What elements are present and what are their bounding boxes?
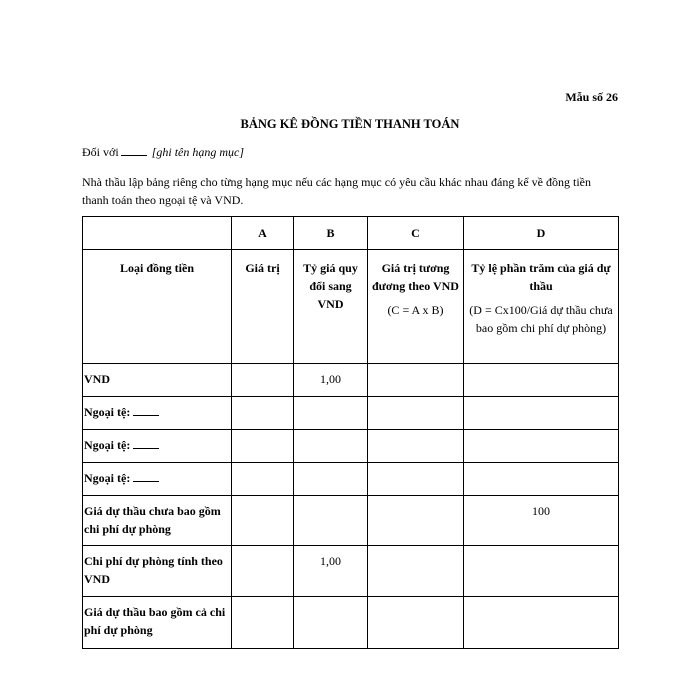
form-number: Mẫu số 26: [565, 90, 618, 104]
header-percentage-formula: (D = Cx100/Giá dự thầu chưa bao gồm chi phí dự phòng): [469, 303, 613, 335]
row-label: Giá dự thầu chưa bao gồm chi phí dự phòng: [83, 496, 232, 546]
cell-value-d: [464, 397, 619, 430]
cell-value-c: [368, 397, 464, 430]
for-line-blank: [121, 155, 147, 156]
cell-value-b: [294, 463, 368, 496]
cell-value-b: [294, 597, 368, 649]
header-percentage-label: Tỷ lệ phần trăm của giá dự thầu: [471, 261, 611, 293]
row-label-blank: [133, 448, 159, 449]
cell-value-d: 100: [464, 496, 619, 546]
cell-value-d: [464, 430, 619, 463]
cell-value-b: [294, 397, 368, 430]
row-label: Ngoại tệ:: [84, 438, 131, 452]
cell-value-a: [232, 430, 294, 463]
cell-value-a: [232, 496, 294, 546]
table-row: [83, 430, 619, 463]
row-label: Giá dự thầu bao gồm cả chi phí dự phòng: [83, 597, 232, 649]
row-label: Ngoại tệ:: [84, 471, 131, 485]
header-value: Giá trị: [232, 250, 294, 364]
table-row: [83, 546, 619, 597]
column-letter-d: D: [464, 217, 619, 250]
page-title: BẢNG KÊ ĐỒNG TIỀN THANH TOÁN: [240, 117, 460, 131]
for-line-hint: [ghi tên hạng mục]: [151, 145, 245, 159]
row-label-cell: [83, 397, 232, 430]
cell-value-d: [464, 546, 619, 597]
for-line-prefix: Đối với: [82, 145, 119, 159]
column-letter-a: A: [232, 217, 294, 250]
for-line: [82, 145, 244, 160]
row-label: VND: [83, 364, 232, 397]
column-letter-c: C: [368, 217, 464, 250]
cell-value-b: [294, 430, 368, 463]
table-row: [83, 597, 619, 649]
table-row: [83, 364, 619, 397]
row-label-blank: [133, 481, 159, 482]
row-label: Chi phí dự phòng tính theo VND: [83, 546, 232, 597]
column-letter-row: [83, 217, 619, 250]
table-row: [83, 463, 619, 496]
cell-value-c: [368, 496, 464, 546]
header-percentage: [464, 250, 619, 364]
cell-value-c: [368, 364, 464, 397]
cell-value-d: [464, 597, 619, 649]
cell-value-c: [368, 597, 464, 649]
cell-value-a: [232, 546, 294, 597]
cell-value-a: [232, 597, 294, 649]
cell-value-b: 1,00: [294, 364, 368, 397]
row-label-cell: [83, 463, 232, 496]
row-label-blank: [133, 415, 159, 416]
intro-paragraph: Nhà thầu lập bảng riêng cho từng hạng mục nếu các hạng mục có yêu cầu khác nhau đáng kể về đồng tiền thanh toán theo ngoại tệ và VND.: [82, 175, 591, 207]
header-currency-type: Loại đồng tiền: [83, 250, 232, 364]
currency-table: [82, 216, 619, 649]
cell-value-b: [294, 496, 368, 546]
cell-value-b: 1,00: [294, 546, 368, 597]
cell-value-d: [464, 463, 619, 496]
column-letter-b: B: [294, 217, 368, 250]
cell-value-c: [368, 463, 464, 496]
cell-value-a: [232, 463, 294, 496]
header-equivalent-value: [368, 250, 464, 364]
cell-value-c: [368, 430, 464, 463]
cell-value-a: [232, 397, 294, 430]
column-letter-empty: [83, 217, 232, 250]
header-equivalent-label: Giá trị tương đương theo VND: [372, 261, 459, 293]
table-row: [83, 397, 619, 430]
header-equivalent-formula: (C = A x B): [387, 303, 444, 317]
cell-value-d: [464, 364, 619, 397]
cell-value-c: [368, 546, 464, 597]
table-row: [83, 496, 619, 546]
row-label-cell: [83, 430, 232, 463]
row-label: Ngoại tệ:: [84, 405, 131, 419]
header-exchange-rate: Tỷ giá quy đổi sang VND: [294, 250, 368, 364]
cell-value-a: [232, 364, 294, 397]
header-row: [83, 250, 619, 364]
